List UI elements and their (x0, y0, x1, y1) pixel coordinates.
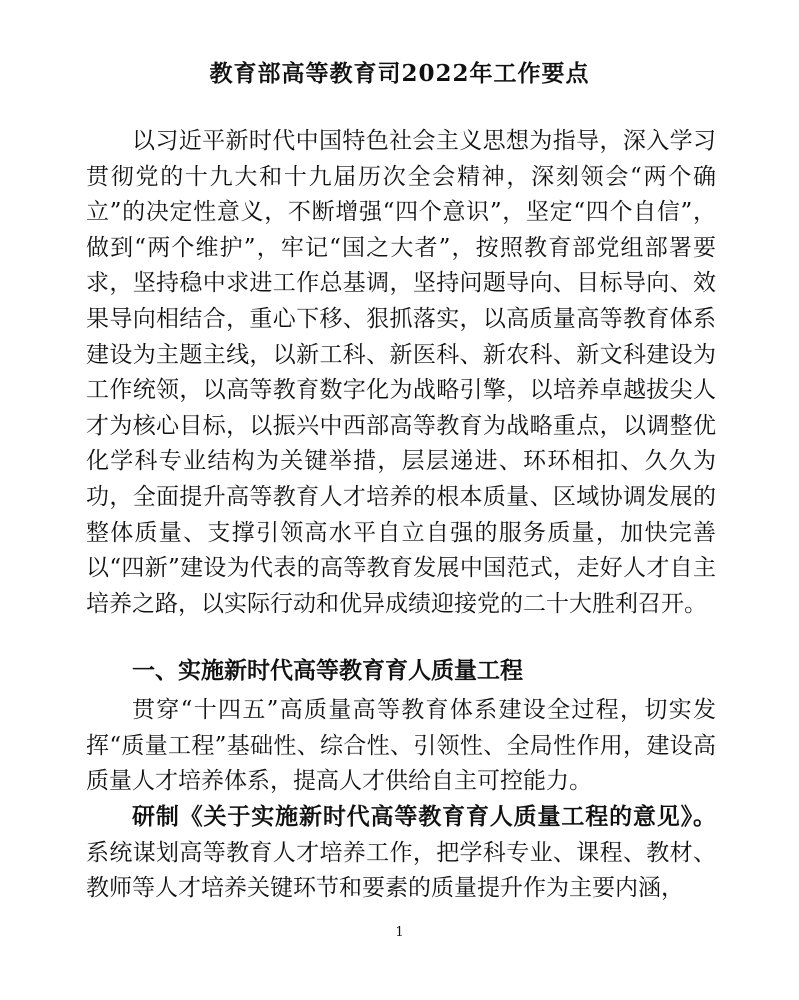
section-1-subparagraph (86, 799, 716, 907)
intro-paragraph: 以习近平新时代中国特色社会主义思想为指导，深入学习贯彻党的十九大和十九届历次全会精神，深刻领会“两个确立”的决定性意义，不断增强“四个意识”，坚定“四个自信”，做到“两个维护”，牢记“国之大者”，按照教育部党组部署要求，坚持稳中求进工作总基调，坚持问题导向、目标导向、效果导向相结合，重心下移、狠抓落实，以高质量高等教育体系建设为主题主线，以新工科、新医科、新农科、新文科建设为工作统领，以高等教育数字化为战略引擎，以培养卓越拔尖人才为核心目标，以振兴中西部高等教育为战略重点，以调整优化学科专业结构为关键举措，层层递进、环环相扣、久久为功，全面提升高等教育人才培养的根本质量、区域协调发展的整体质量、支撑引领高水平自立自强的服务质量，加快完善以“四新”建设为代表的高等教育发展中国范式，走好人才自主培养之路，以实际行动和优异成绩迎接党的二十大胜利召开。 (86, 128, 716, 617)
document-title: 教育部高等教育司2022年工作要点 (209, 60, 590, 87)
page-number: 1 (395, 925, 404, 940)
section-heading-1: 一、实施新时代高等教育育人质量工程 (132, 658, 523, 684)
subparagraph-body: 系统谋划高等教育人才培养工作，把学科专业、课程、教材、教师等人才培养关键环节和要素的质量提升作为主要内涵， (86, 839, 716, 902)
section-1-paragraph: 贯穿“十四五”高质量高等教育体系建设全过程，切实发挥“质量工程”基础性、综合性、引领性、全局性作用，建设高质量人才培养体系，提高人才供给自主可控能力。 (86, 697, 716, 795)
subparagraph-bold-lead: 研制《关于实施新时代高等教育育人质量工程的意见》。 (132, 803, 716, 830)
